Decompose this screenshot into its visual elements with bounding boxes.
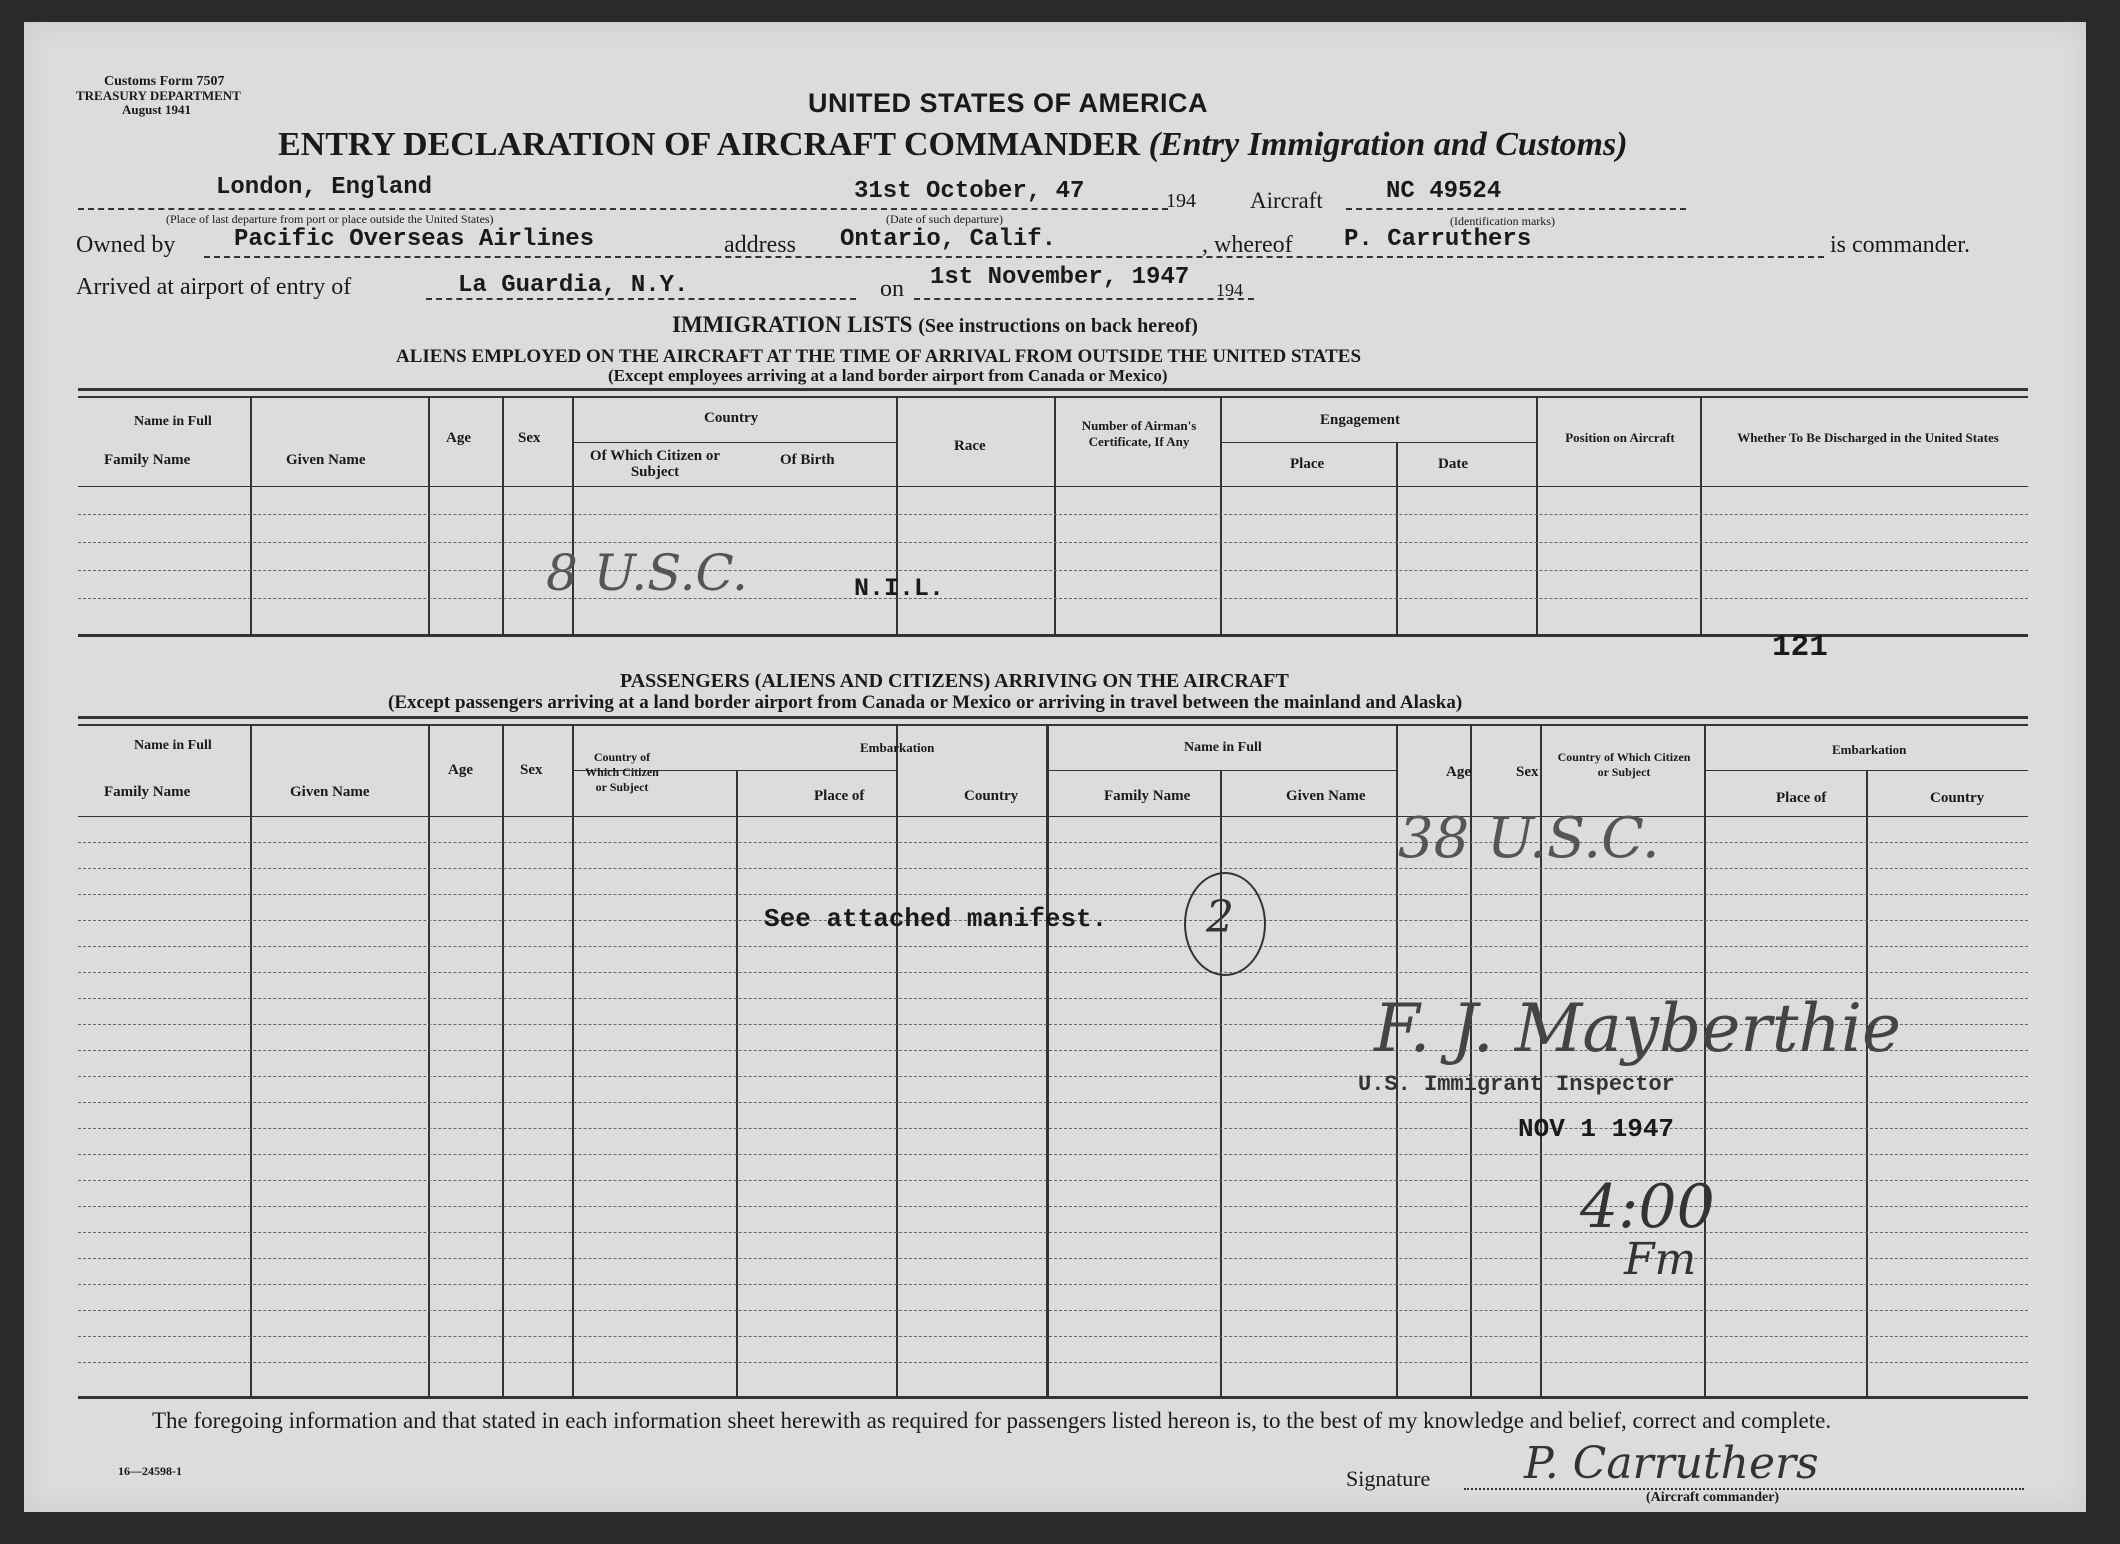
imm-header-certificate: Number of Airman's Certificate, If Any	[1081, 418, 1197, 449]
departure-date-caption: (Date of such departure)	[886, 212, 1003, 226]
form-paper	[24, 22, 2086, 1512]
immigration-title-note: (See instructions on back hereof)	[918, 315, 1198, 337]
pass-header-country: Country	[964, 788, 1019, 804]
departure-place-caption: (Place of last departure from port or place outside the United States)	[166, 212, 494, 226]
passengers-entry: See attached manifest.	[764, 904, 1108, 934]
pass-header-citizen-2: Country of Which Citizen or Subject	[1557, 750, 1691, 779]
passengers-title: PASSENGERS (ALIENS AND CITIZENS) ARRIVING ON THE AIRCRAFT	[620, 670, 1289, 692]
owned-by-label: Owned by	[76, 232, 176, 258]
form-title-sub: (Entry Immigration and Customs)	[1148, 126, 1628, 163]
immigration-subtitle-note: (Except employees arriving at a land border airport from Canada or Mexico)	[608, 366, 1168, 385]
arrival-label: Arrived at airport of entry of	[76, 274, 352, 300]
pass-header-age: Age	[448, 762, 473, 778]
pass-header-family-name-2: Family Name	[1104, 788, 1191, 804]
arrival-airport: La Guardia, N.Y.	[458, 272, 689, 299]
form-code: 16—24598-1	[118, 1464, 182, 1478]
pass-header-place-of-2: Place of	[1776, 790, 1827, 806]
immigration-count: 121	[1772, 630, 1828, 665]
owner-address: Ontario, Calif.	[840, 226, 1057, 253]
pass-header-sex: Sex	[520, 762, 543, 778]
is-commander-label: is commander.	[1830, 232, 1970, 258]
declaration-text: The foregoing information and that stated in each information sheet herewith as required for passengers listed hereon is, to the best of my knowledge and belief, correct and complete.	[152, 1408, 1832, 1433]
pass-header-embarkation-2: Embarkation	[1832, 742, 1907, 757]
passengers-handwritten-note: 38 U.S.C.	[1398, 806, 1660, 871]
inspector-stamp-line: U.S. Immigrant Inspector	[1358, 1072, 1675, 1097]
imm-header-family-name: Family Name	[104, 452, 191, 468]
stamp-date: NOV 1 1947	[1518, 1114, 1675, 1144]
imm-header-position: Position on Aircraft	[1565, 430, 1675, 445]
imm-header-birth: Of Birth	[780, 452, 835, 468]
form-number: Customs Form 7507	[104, 74, 225, 89]
departure-place: London, England	[216, 174, 433, 201]
immigration-title	[672, 312, 1198, 338]
pass-header-age-2: Age	[1446, 764, 1471, 780]
signature-label: Signature	[1346, 1466, 1431, 1491]
form-title-main: ENTRY DECLARATION OF AIRCRAFT COMMANDER	[278, 126, 1141, 163]
imm-header-race: Race	[954, 438, 986, 454]
imm-header-name-in-full: Name in Full	[134, 414, 212, 429]
pass-header-name-in-full: Name in Full	[134, 738, 212, 753]
pass-header-name-in-full-2: Name in Full	[1184, 740, 1262, 755]
handwritten-initials: Fm	[1624, 1234, 1697, 1285]
department: TREASURY DEPARTMENT	[76, 88, 241, 103]
form-date: August 1941	[122, 102, 191, 117]
handwritten-time: 4:00	[1580, 1172, 1715, 1242]
form-title	[278, 126, 1628, 164]
immigration-handwritten-note: 8 U.S.C.	[546, 544, 748, 602]
immigration-entry: N.I.L.	[854, 574, 945, 603]
imm-header-engagement: Engagement	[1320, 412, 1400, 428]
inspector-signature: F. J. Mayberthie	[1374, 990, 1902, 1067]
imm-header-discharged: Whether To Be Discharged in the United States	[1737, 430, 1999, 445]
departure-date: 31st October, 47	[854, 178, 1085, 205]
pass-header-given-name-2: Given Name	[1286, 788, 1366, 804]
signature-caption: (Aircraft commander)	[1646, 1490, 1780, 1505]
address-label: address	[724, 232, 796, 258]
departure-year-prefix: 194	[1166, 190, 1196, 212]
pass-header-place-of: Place of	[814, 788, 865, 804]
passengers-note: (Except passengers arriving at a land border airport from Canada or Mexico or arriving in travel between the mainland and Alaska)	[388, 692, 1463, 713]
pass-header-country-2: Country	[1930, 790, 1985, 806]
circled-count: 2	[1206, 892, 1234, 943]
pass-header-given-name: Given Name	[290, 784, 370, 800]
pass-header-embarkation: Embarkation	[860, 740, 935, 755]
commander-name: P. Carruthers	[1344, 226, 1532, 253]
imm-header-date: Date	[1438, 456, 1468, 472]
imm-header-age: Age	[446, 430, 471, 446]
immigration-subtitle: ALIENS EMPLOYED ON THE AIRCRAFT AT THE TIME OF ARRIVAL FROM OUTSIDE THE UNITED STATES	[396, 346, 1362, 367]
country-heading: UNITED STATES OF AMERICA	[808, 88, 1208, 118]
arrival-date: 1st November, 1947	[930, 264, 1190, 291]
pass-header-citizen: Country of Which Citizen or Subject	[585, 750, 659, 794]
arrival-year-prefix: 194	[1216, 280, 1243, 300]
arrival-on-label: on	[880, 276, 904, 302]
aircraft-marks: NC 49524	[1386, 178, 1502, 205]
pass-header-sex-2: Sex	[1516, 764, 1539, 780]
imm-header-sex: Sex	[518, 430, 541, 446]
commander-signature: P. Carruthers	[1524, 1438, 1819, 1489]
aircraft-label: Aircraft	[1250, 188, 1323, 213]
immigration-title-main: IMMIGRATION LISTS	[672, 312, 913, 337]
imm-header-place: Place	[1290, 456, 1325, 472]
whereof-label: , whereof	[1202, 232, 1293, 258]
owner-name: Pacific Overseas Airlines	[234, 226, 595, 253]
imm-header-given-name: Given Name	[286, 452, 366, 468]
aircraft-caption: (Identification marks)	[1450, 214, 1555, 228]
imm-header-citizen: Of Which Citizen or Subject	[589, 448, 721, 480]
imm-header-country: Country	[704, 410, 759, 426]
pass-header-family-name: Family Name	[104, 784, 191, 800]
